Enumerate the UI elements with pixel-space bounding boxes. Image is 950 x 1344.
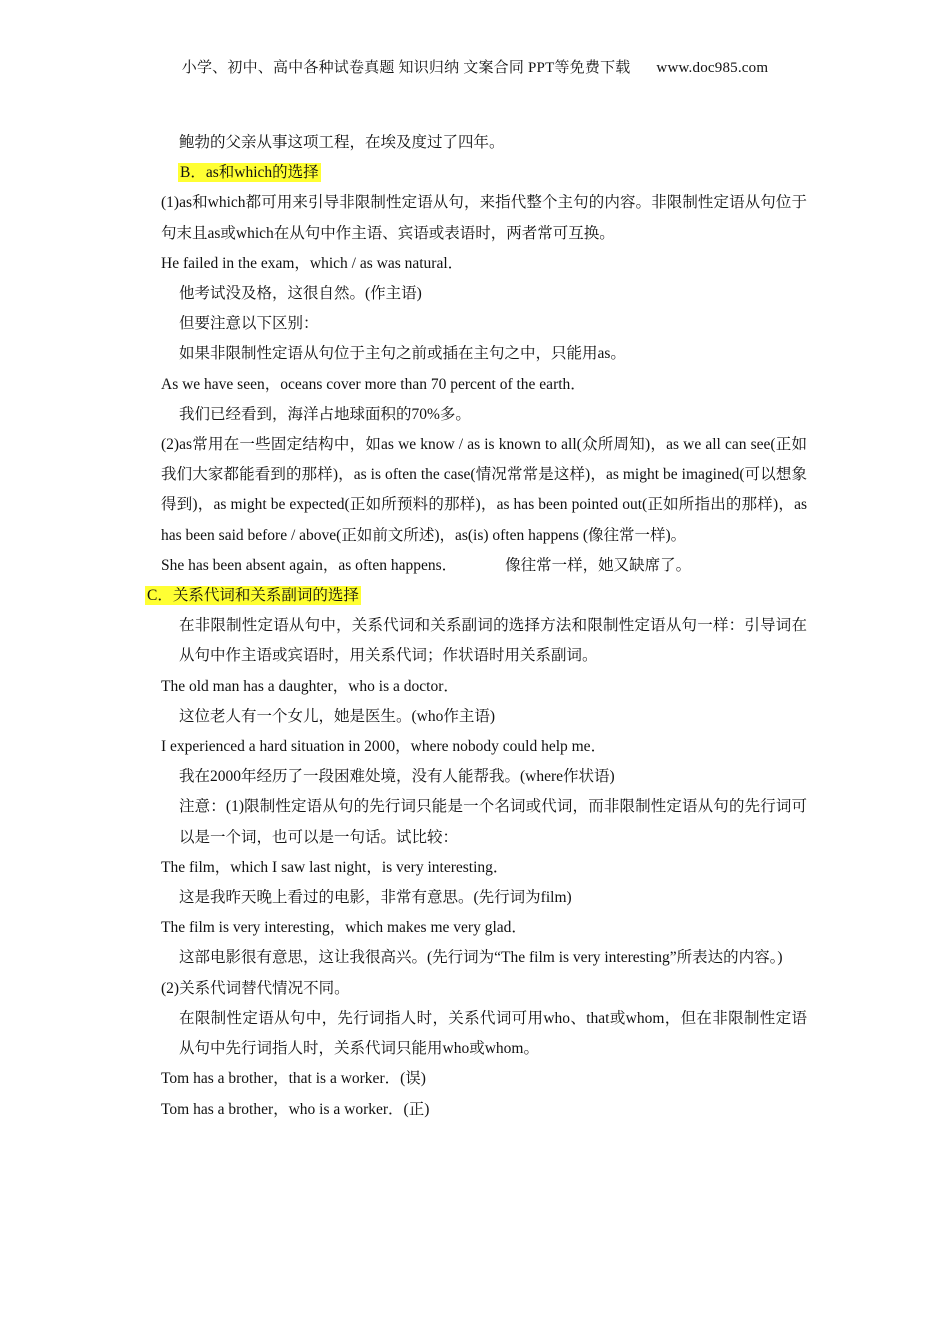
section-heading-c <box>145 581 807 611</box>
page-header <box>0 56 950 77</box>
highlighted-heading: B．as和which的选择 <box>180 164 319 182</box>
paragraph: 如果非限制性定语从句位于主句之前或插在主句之中，只能用as。 <box>179 345 626 363</box>
example-translation: 像往常一样，她又缺席了。 <box>505 556 692 574</box>
paragraph: 在非限制性定语从句中，关系代词和关系副词的选择方法和限制性定语从句一样：引导词在从句中作主语或宾语时，用关系代词；作状语时用关系副词。 <box>179 617 807 665</box>
example-english: She has been absent again，as often happens． <box>161 556 458 574</box>
paragraph: 但要注意以下区别： <box>179 315 319 333</box>
header-url[interactable]: www.doc985.com <box>656 60 769 76</box>
paragraph: (2)as常用在一些固定结构中，如as we know / as is known to all(众所周知)，as we all can see(正如我们大家都能看到的那样)，as is often the case(情况常常是这样)，as might be imagined(可以想象得到)，as might be expected(正如所预料的那样)，as has been pointed out(正如所指出的那样)，as has been said before / above(正如前文所述)，as(is) often happens (像往常一样)。 <box>161 436 807 544</box>
paragraph: (2)关系代词替代情况不同。 <box>161 979 350 997</box>
header-text: 小学、初中、高中各种试卷真题 知识归纳 文案合同 PPT等免费下载 <box>181 60 631 76</box>
paragraph: 鲍勃的父亲从事这项工程，在埃及度过了四年。 <box>179 134 505 151</box>
translation: 这位老人有一个女儿，她是医生。(who作主语) <box>179 707 496 725</box>
example-sentence: The film，which I saw last night，is very interesting． <box>161 858 509 876</box>
translation: 我在2000年经历了一段困难处境，没有人能帮我。(where作状语) <box>179 768 615 786</box>
example-sentence: Tom has a brother，that is a worker．(误) <box>161 1070 426 1088</box>
translation: 这是我昨天晚上看过的电影，非常有意思。(先行词为film) <box>179 889 572 907</box>
translation: 我们已经看到，海洋占地球面积的70%多。 <box>179 405 471 423</box>
section-heading-b <box>145 158 807 188</box>
example-sentence: I experienced a hard situation in 2000，where nobody could help me． <box>161 738 607 756</box>
translation: 他考试没及格，这很自然。(作主语) <box>179 285 422 303</box>
example-sentence: The film is very interesting，which makes me very glad． <box>161 919 527 937</box>
paragraph: (1)as和which都可用来引导非限制性定语从句，来指代整个主句的内容。非限制性定语从句位于句末且as或which在从句中作主语、宾语或表语时，两者常可互换。 <box>161 194 807 242</box>
paragraph: 在限制性定语从句中，先行词指人时，关系代词可用who、that或whom，但在非限制性定语从句中先行词指人时，关系代词只能用who或whom。 <box>179 1009 807 1058</box>
example-sentence: Tom has a brother，who is a worker．(正) <box>161 1100 430 1118</box>
example-sentence <box>145 551 807 581</box>
example-sentence: As we have seen，oceans cover more than 70 percent of the earth． <box>161 375 586 393</box>
example-sentence: The old man has a daughter，who is a doctor． <box>161 677 459 695</box>
paragraph: 这部电影很有意思，这让我很高兴。(先行词为“The film is very interesting”所表达的内容。) <box>179 949 783 967</box>
document-body <box>145 128 807 1125</box>
paragraph: 注意：(1)限制性定语从句的先行词只能是一个名词或代词，而非限制性定语从句的先行词可以是一个词，也可以是一句话。试比较： <box>179 798 807 846</box>
highlighted-heading: C．关系代词和关系副词的选择 <box>147 587 359 605</box>
example-sentence: He failed in the exam，which / as was natural． <box>161 254 464 272</box>
